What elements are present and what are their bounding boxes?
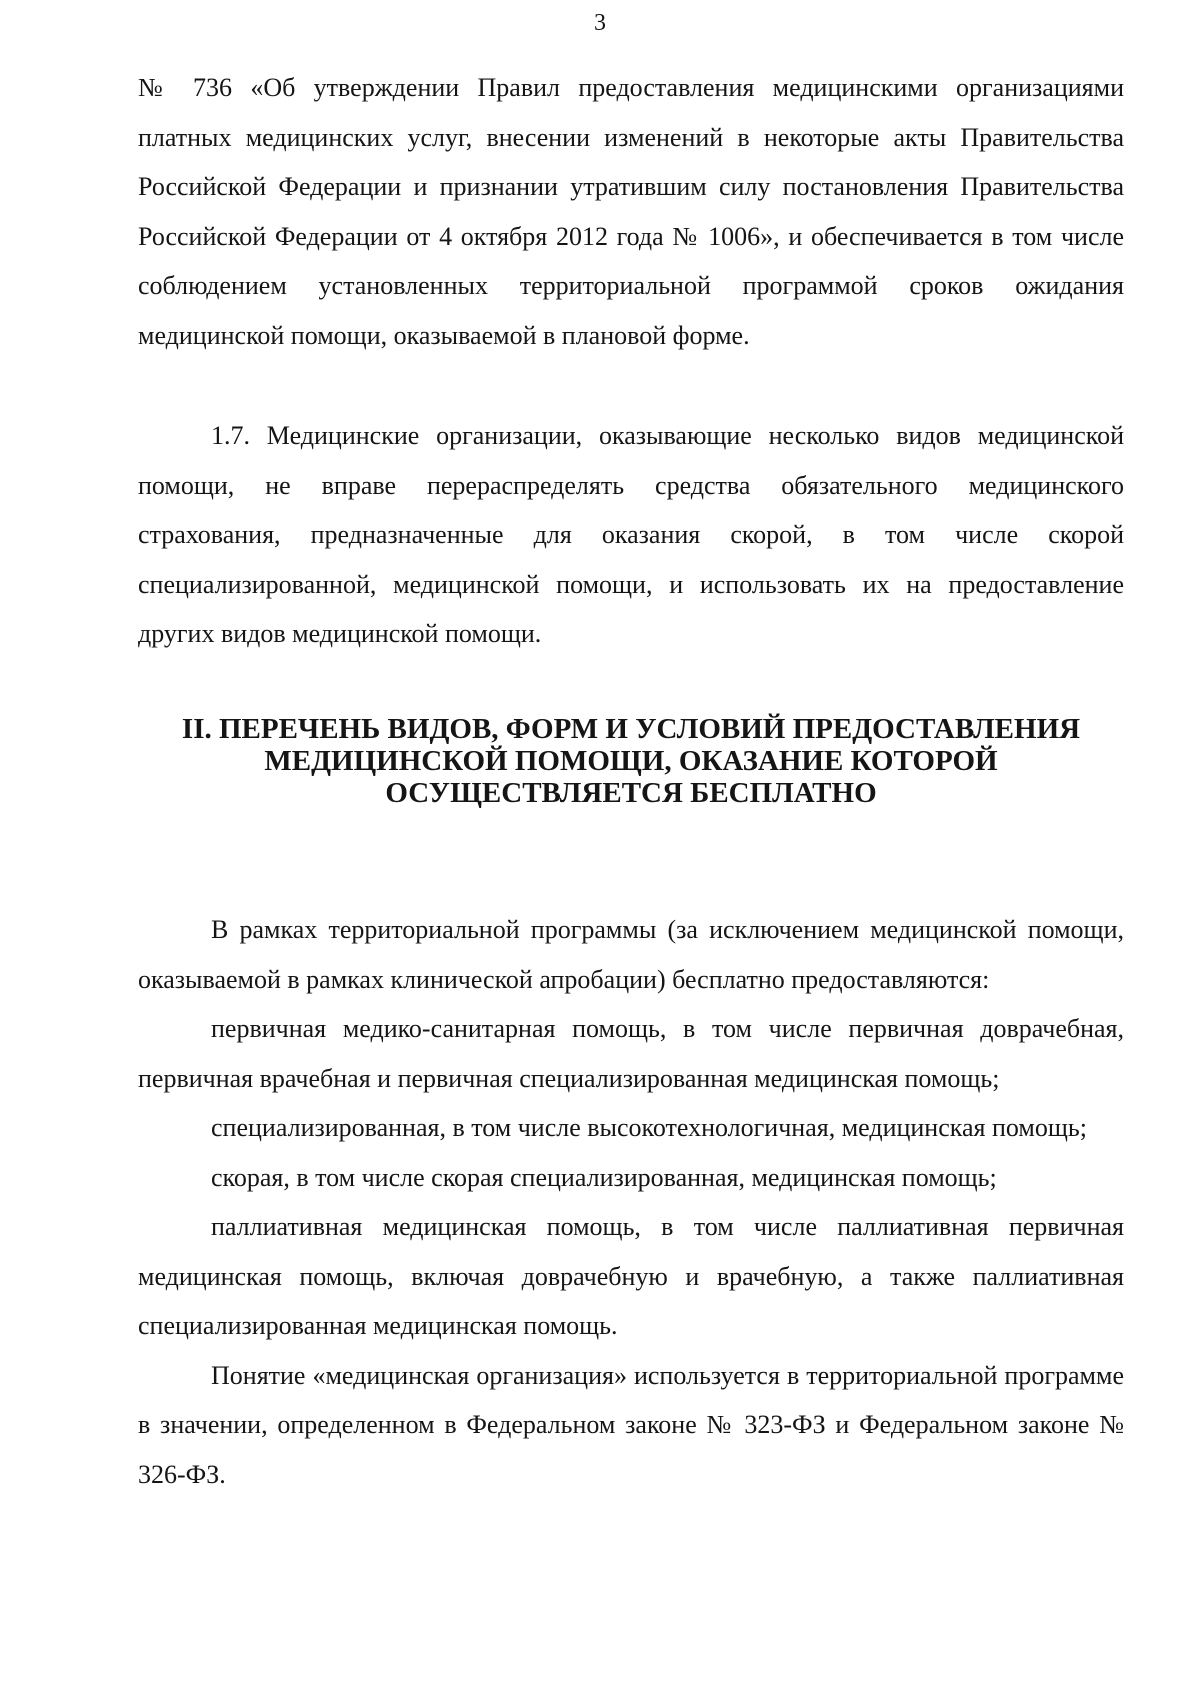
- clause-1-7-paragraph: 1.7. Медицинские организации, оказывающие несколько видов медицинской помощи, не вправе перераспределять средства обязательного медицинского страхования, предназначенные для оказания скорой, в том числе скорой специализированной, медицинской помощи, и использовать их на предоставление других видов медицинской помощи.: [138, 421, 1124, 648]
- list-item-primary-care: первичная медико-санитарная помощь, в том числе первичная доврачебная, первичная врачебная и первичная специализированная медицинская помощь;: [138, 1014, 1124, 1093]
- section-heading-line: ОСУЩЕСТВЛЯЕТСЯ БЕСПЛАТНО: [385, 777, 877, 809]
- list-item-palliative-care: паллиативная медицинская помощь, в том числе паллиативная первичная медицинская помощь, включая доврачебную и врачебную, а также паллиативная специализированная медицинская помощь.: [138, 1212, 1124, 1340]
- continuation-paragraph-block: [138, 63, 1124, 360]
- section-heading: [138, 713, 1124, 809]
- continuation-paragraph: № 736 «Об утверждении Правил предоставления медицинскими организациями платных медицинских услуг, внесении изменений в некоторые акты Правительства Российской Федерации и признании утратившим силу постановления Правительства Российской Федерации от 4 октября 2012 года № 1006», и обеспечивается в том числе соблюдением установленных территориальной программой сроков ожидания медицинской помощи, оказываемой в плановой форме.: [138, 73, 1124, 350]
- list-item-emergency-care: скорая, в том числе скорая специализированная, медицинская помощь;: [211, 1162, 997, 1192]
- clause-block: [138, 411, 1124, 659]
- section-heading-line: МЕДИЦИНСКОЙ ПОМОЩИ, ОКАЗАНИЕ КОТОРОЙ: [264, 745, 998, 777]
- list-item-specialized-care: специализированная, в том числе высокотехнологичная, медицинская помощь;: [211, 1113, 1087, 1142]
- body-paragraph-definition: Понятие «медицинская организация» используется в территориальной программе в значении, определенном в Федеральном законе № 323-ФЗ и Федеральном законе № 326-ФЗ.: [138, 1360, 1124, 1489]
- section-body: [138, 905, 1124, 1499]
- section-heading-line: II. ПЕРЕЧЕНЬ ВИДОВ, ФОРМ И УСЛОВИЙ ПРЕДОСТАВЛЕНИЯ: [181, 713, 1081, 745]
- body-paragraph-intro: В рамках территориальной программы (за исключением медицинской помощи, оказываемой в рамках клинической апробации) бесплатно предоставляются:: [138, 915, 1124, 994]
- page-number: 3: [594, 10, 606, 36]
